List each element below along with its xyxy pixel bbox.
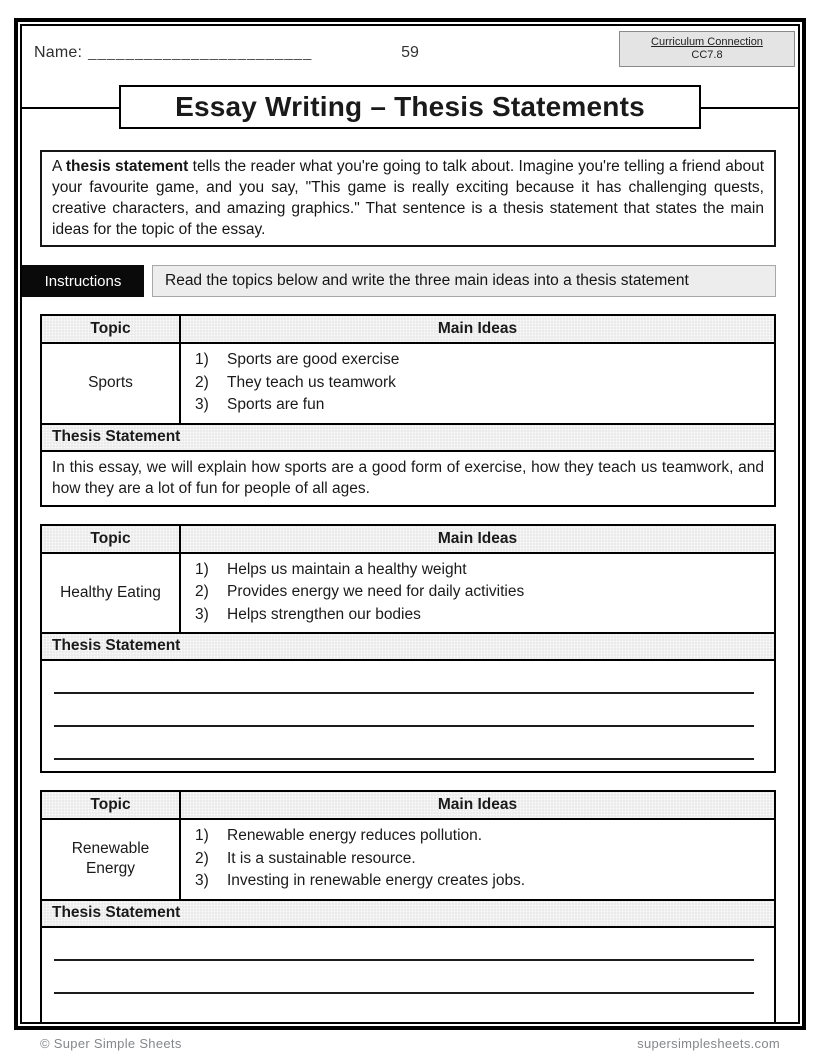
main-idea-item <box>195 394 766 417</box>
idea-text: Provides energy we need for daily activities <box>227 583 525 600</box>
thesis-writing-area <box>42 928 774 1025</box>
main-ideas-column-header: Main Ideas <box>437 529 518 547</box>
main-ideas-cell <box>181 554 774 633</box>
page-number: 59 <box>401 44 419 61</box>
main-ideas-cell <box>181 344 774 423</box>
main-idea-item <box>195 349 766 372</box>
instructions-text: Read the topics below and write the three main ideas into a thesis statement <box>152 265 776 297</box>
main-idea-item <box>195 870 766 893</box>
table-header-row <box>42 792 774 820</box>
writing-line <box>54 994 754 1025</box>
idea-text: Helps strengthen our bodies <box>227 605 421 623</box>
copyright-text: © Super Simple Sheets <box>40 1036 182 1051</box>
idea-number: 3) <box>195 872 209 889</box>
idea-number: 2) <box>195 849 209 867</box>
idea-number: 1) <box>195 827 209 844</box>
intro-prefix: A <box>52 158 66 175</box>
table-body-row <box>42 820 774 899</box>
curriculum-connection-badge <box>619 31 795 67</box>
table-body-row <box>42 344 774 423</box>
intro-bold-term: thesis statement <box>65 158 189 175</box>
table-header-row <box>42 316 774 344</box>
name-label: Name: <box>34 44 83 61</box>
curriculum-connection-code: CC7.8 <box>691 49 723 61</box>
main-ideas-cell <box>181 820 774 899</box>
main-idea-item <box>195 559 766 582</box>
idea-text: Helps us maintain a healthy weight <box>227 560 467 578</box>
idea-number: 1) <box>195 351 209 368</box>
curriculum-connection-title: Curriculum Connection <box>651 36 763 48</box>
writing-line <box>54 694 754 727</box>
table-header-row <box>42 526 774 554</box>
thesis-example-text: In this essay, we will explain how sports are a good form of exercise, how they teach us teamwork, and how they are a lot of fun for people of all ages. <box>52 458 764 497</box>
topic-column-header: Topic <box>42 316 181 342</box>
topic-cell: Sports <box>42 344 181 423</box>
idea-text: Sports are fun <box>227 396 325 413</box>
idea-text: Investing in renewable energy creates jobs. <box>227 872 526 889</box>
idea-text: It is a sustainable resource. <box>227 849 416 867</box>
idea-number: 2) <box>195 373 209 391</box>
topic-column-header: Topic <box>42 526 181 552</box>
main-idea-item <box>195 581 766 604</box>
main-idea-item <box>195 848 766 871</box>
page-title: Essay Writing – Thesis Statements <box>119 85 701 129</box>
writing-line <box>54 661 754 694</box>
thesis-statement-header: Thesis Statement <box>42 632 774 661</box>
table-body-row <box>42 554 774 633</box>
writing-line <box>54 727 754 760</box>
topic-table-sports <box>40 314 776 507</box>
instructions-label: Instructions <box>22 265 144 297</box>
thesis-writing-area <box>42 661 774 771</box>
page-header <box>22 26 798 84</box>
writing-line <box>54 961 754 994</box>
idea-number: 3) <box>195 605 209 623</box>
idea-number: 3) <box>195 396 209 413</box>
worksheet-inner-border <box>20 24 800 1024</box>
topic-column-header: Topic <box>42 792 181 818</box>
main-idea-item <box>195 825 766 848</box>
main-idea-item <box>195 372 766 395</box>
main-ideas-column-header: Main Ideas <box>437 320 518 337</box>
main-idea-item <box>195 604 766 627</box>
idea-text: They teach us teamwork <box>227 373 396 391</box>
worksheet-page <box>14 18 806 1030</box>
idea-text: Sports are good exercise <box>227 351 400 368</box>
intro-rest: tells the reader what you're going to talk about. Imagine you're telling a friend about your favourite game, and you say, "This game is really exciting because it has challenging quests, creative characters, and amazing graphics." That sentence is a thesis statement that states the main ideas for the topic of the essay. <box>52 158 765 238</box>
intro-paragraph <box>40 150 776 247</box>
idea-text: Renewable energy reduces pollution. <box>227 827 483 844</box>
main-ideas-column-header: Main Ideas <box>437 796 518 813</box>
writing-line <box>54 928 754 961</box>
thesis-statement-header: Thesis Statement <box>42 899 774 928</box>
idea-number: 1) <box>195 560 209 578</box>
idea-number: 2) <box>195 583 209 600</box>
topic-cell: Healthy Eating <box>42 554 181 633</box>
website-text: supersimplesheets.com <box>637 1036 780 1051</box>
page-footer <box>40 1036 780 1051</box>
title-banner <box>22 85 798 129</box>
instructions-row <box>22 265 776 297</box>
topic-table-healthy-eating <box>40 524 776 774</box>
topic-table-renewable-energy <box>40 790 776 1024</box>
name-blank-line: ________________________ <box>88 44 313 61</box>
thesis-statement-header: Thesis Statement <box>42 423 774 452</box>
topic-cell: Renewable Energy <box>42 820 181 899</box>
